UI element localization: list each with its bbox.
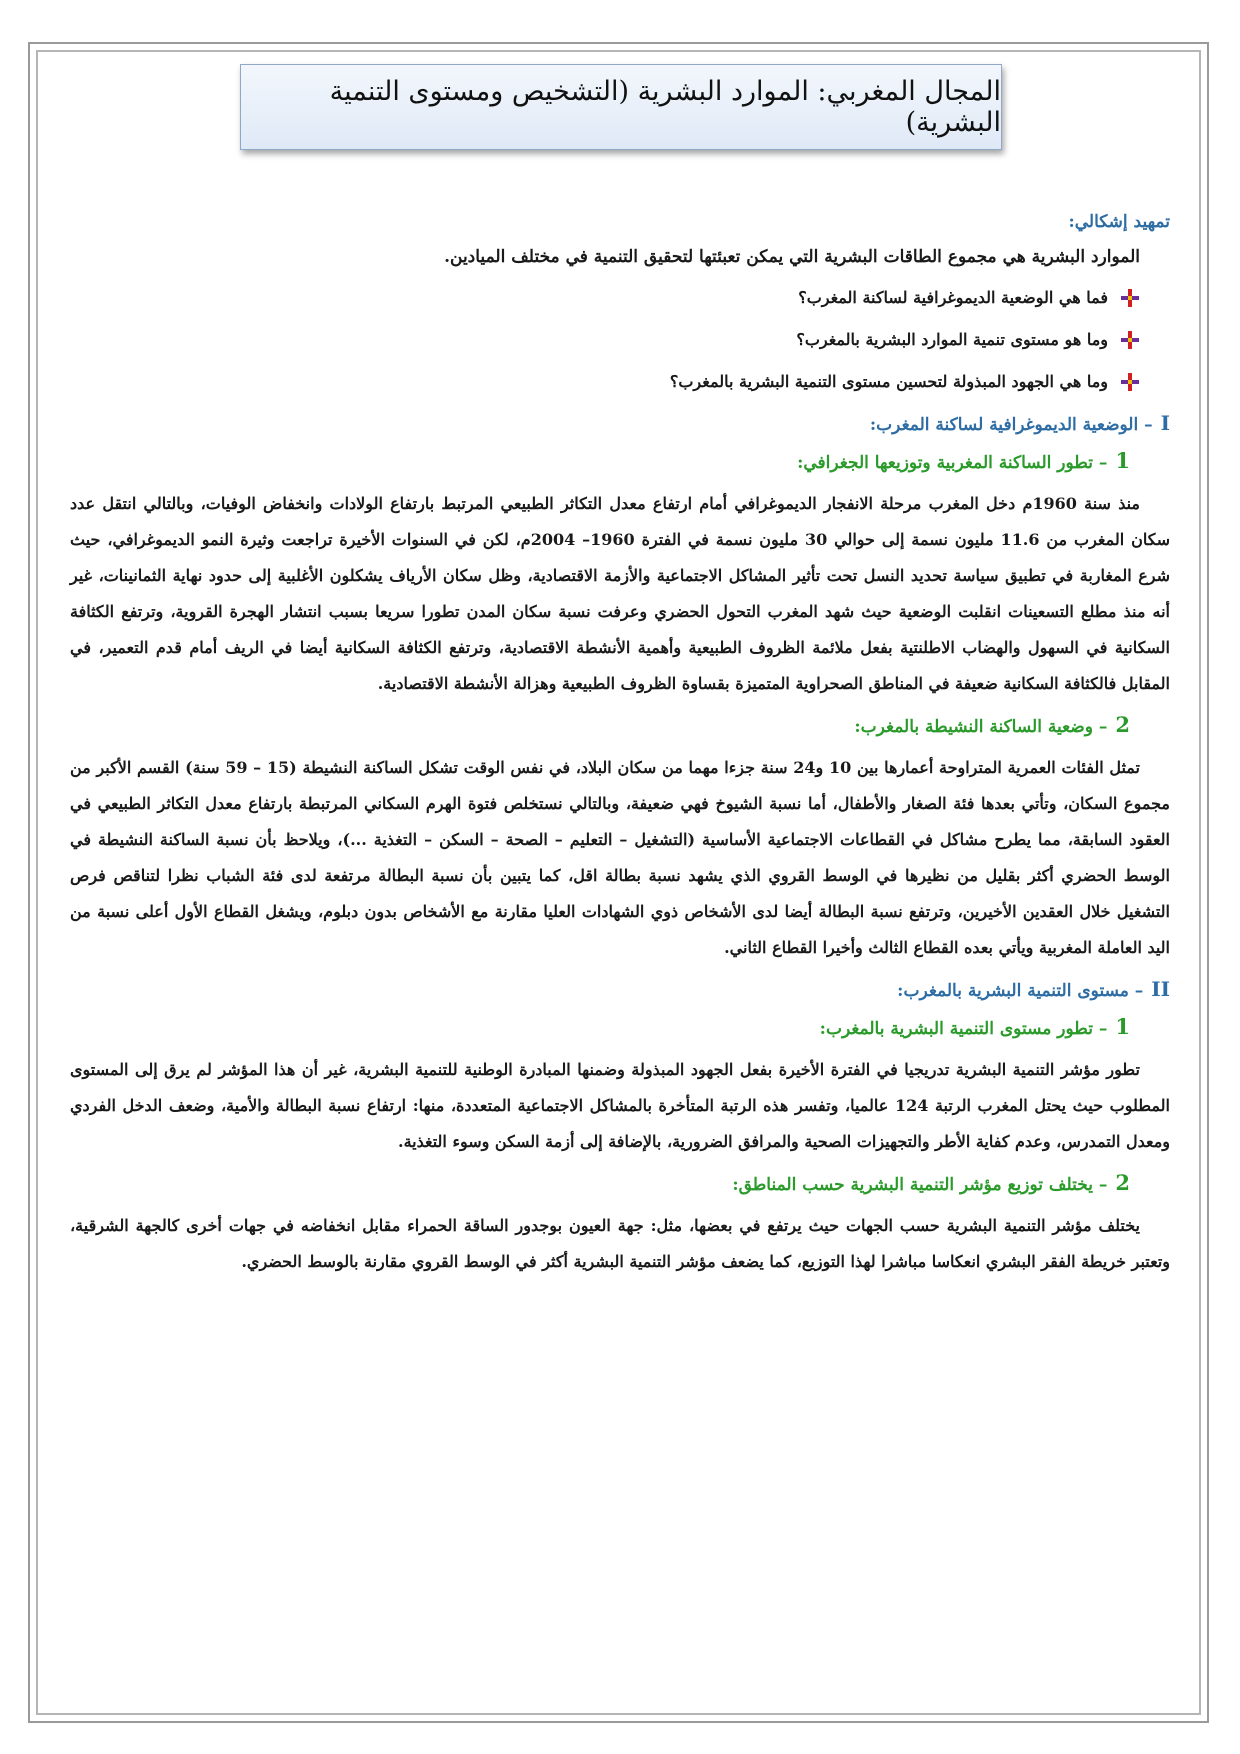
subsection-2-1-heading	[70, 1014, 1130, 1042]
subsection-number: 1	[1115, 448, 1130, 473]
question-text: فما هي الوضعية الديموغرافية لساكنة المغرب؟	[798, 288, 1108, 307]
section-2-title: – مستوى التنمية البشرية بالمغرب:	[897, 981, 1144, 1001]
subsection-title: – تطور الساكنة المغربية وتوزيعها الجغرافي:	[797, 453, 1108, 473]
plus-bullet-icon	[1120, 288, 1140, 308]
section-2-number: II	[1151, 977, 1170, 1001]
subsection-title: – وضعية الساكنة النشيطة بالمغرب:	[854, 717, 1108, 737]
section-2-heading	[70, 976, 1170, 1004]
page-title: المجال المغربي: الموارد البشرية (التشخيص ومستوى التنمية البشرية)	[329, 76, 1001, 138]
paragraph-hdi-evolution: تطور مؤشر التنمية البشرية تدريجيا في الفترة الأخيرة بفعل الجهود المبذولة وضمنها المبادرة الوطنية للتنمية البشرية، غير أن هذا المؤشر لم يرق إلى المستوى المطلوب حيث يحتل المغرب الرتبة 124 عالميا، وتفسر هذه الرتبة المتأخرة بالمشاكل الاجتماعية المتعددة، منها: ارتفاع نسبة البطالة والأمية، وضعف الدخل الفردي ومعدل التمدرس، وعدم كفاية الأطر والتجهيزات الصحية والمرافق الضرورية، بالإضافة إلى أزمة السكن وسوء التغذية.	[70, 1060, 1171, 1151]
plus-bullet-icon	[1120, 372, 1140, 392]
paragraph-hdi-distribution: يختلف مؤشر التنمية البشرية حسب الجهات حيث يرتفع في بعضها، مثل: جهة العيون بوجدور الساقة الحمراء مقابل انخفاضه في جهات أخرى كالجهة الشرقية، وتعتبر خريطة الفقر البشري انعكاسا مباشرا لهذا التوزيع، كما يضعف مؤشر التنمية البشرية أكثر في الوسط القروي مقارنة بالوسط الحضري.	[70, 1216, 1170, 1271]
intro-heading: تمهيد إشكالي:	[1068, 212, 1170, 232]
subsection-number: 1	[1115, 1014, 1130, 1039]
section-1-title: – الوضعية الديموغرافية لساكنة المغرب:	[869, 415, 1153, 435]
list-item	[70, 326, 1140, 354]
subsection-title: – تطور مستوى التنمية البشرية بالمغرب:	[819, 1019, 1108, 1039]
paragraph-active-population: تمثل الفئات العمرية المتراوحة أعمارها بين 10 و24 سنة جزءا مهما من سكان البلاد، في نفس الوقت تشكل الساكنة النشيطة (15 – 59 سنة) القسم الأكبر من مجموع السكان، وتأتي بعدها فئة الصغار والأطفال، أما نسبة الشيوخ فهي ضعيفة، وبالتالي نستخلص فتوة الهرم السكاني المرتبطة بارتفاع معدل التكاثر الطبيعي في العقود السابقة، مما يطرح مشاكل في القطاعات الاجتماعية الأساسية (التشغيل – التعليم – الصحة – السكن – التغذية ...)، ويلاحظ بأن نسبة الساكنة النشيطة في الوسط الحضري أكثر بقليل من نظيرها في الوسط القروي الذي يشهد نسبة بطالة اقل، كما يتبين بأن نسبة البطالة مرتفعة لدى فئة الشباب نظرا لتناقص فرص التشغيل خلال العقدين الأخيرين، وترتفع نسبة البطالة أيضا لدى الأشخاص ذوي الشهادات العليا مقارنة مع الأشخاص بدون دبلوم، ويشغل القطاع الأول أعلى نسبة من اليد العاملة المغربية ويأتي بعده القطاع الثالث وأخيرا القطاع الثاني.	[70, 758, 1170, 957]
question-text: وما هو مستوى تنمية الموارد البشرية بالمغرب؟	[796, 330, 1108, 349]
subsection-number: 2	[1115, 712, 1130, 737]
subsection-2-2-heading	[70, 1170, 1130, 1198]
intro-lead: الموارد البشرية هي مجموع الطاقات البشرية التي يمكن تعبئتها لتحقيق التنمية في مختلف الميادين.	[444, 247, 1140, 267]
title-box	[240, 64, 1002, 150]
subsection-1-2-heading	[70, 712, 1130, 740]
question-list	[70, 284, 1170, 396]
subsection-1-1-heading	[70, 448, 1130, 476]
subsection-number: 2	[1115, 1170, 1130, 1195]
plus-bullet-icon	[1120, 330, 1140, 350]
subsection-title: – يختلف توزيع مؤشر التنمية البشرية حسب المناطق:	[732, 1175, 1108, 1195]
section-1-number: I	[1160, 411, 1170, 435]
paragraph-population-growth: منذ سنة 1960م دخل المغرب مرحلة الانفجار الديموغرافي أمام ارتفاع معدل التكاثر الطبيعي المرتبط بارتفاع الولادات وانخفاض الوفيات، وبالتالي انتقل عدد سكان المغرب من 11.6 مليون نسمة إلى حوالي 30 مليون نسمة في الفترة 1960– 2004م، لكن في السنوات الأخيرة تراجعت وثيرة النمو الديموغرافي، حيث شرع المغاربة في تطبيق سياسة تحديد النسل تحت تأثير المشاكل الاجتماعية والأزمة الاقتصادية، وظل سكان الأرياف يشكلون الأغلبية إلى حدود نهاية الثمانينات، غير أنه منذ مطلع التسعينات انقلبت الوضعية حيث شهد المغرب التحول الحضري وعرفت نسبة سكان المدن تطورا سريعا بسبب انتشار الهجرة القروية، وترتفع الكثافة السكانية في السهول والهضاب الاطلنتية بفعل ملائمة الظروف الطبيعية وأهمية الأنشطة الاقتصادية، وترتفع الكثافة السكانية أيضا في الريف أمام قدم التعمير، في المقابل فالكثافة السكانية ضعيفة في المناطق الصحراوية المتميزة بقساوة الظروف الطبيعية وهزالة الأنشطة الاقتصادية.	[70, 494, 1170, 693]
section-1-heading	[70, 410, 1170, 438]
document-body	[70, 200, 1170, 1290]
question-text: وما هي الجهود المبذولة لتحسين مستوى التنمية البشرية بالمغرب؟	[669, 372, 1108, 391]
list-item	[70, 368, 1140, 396]
list-item	[70, 284, 1140, 312]
